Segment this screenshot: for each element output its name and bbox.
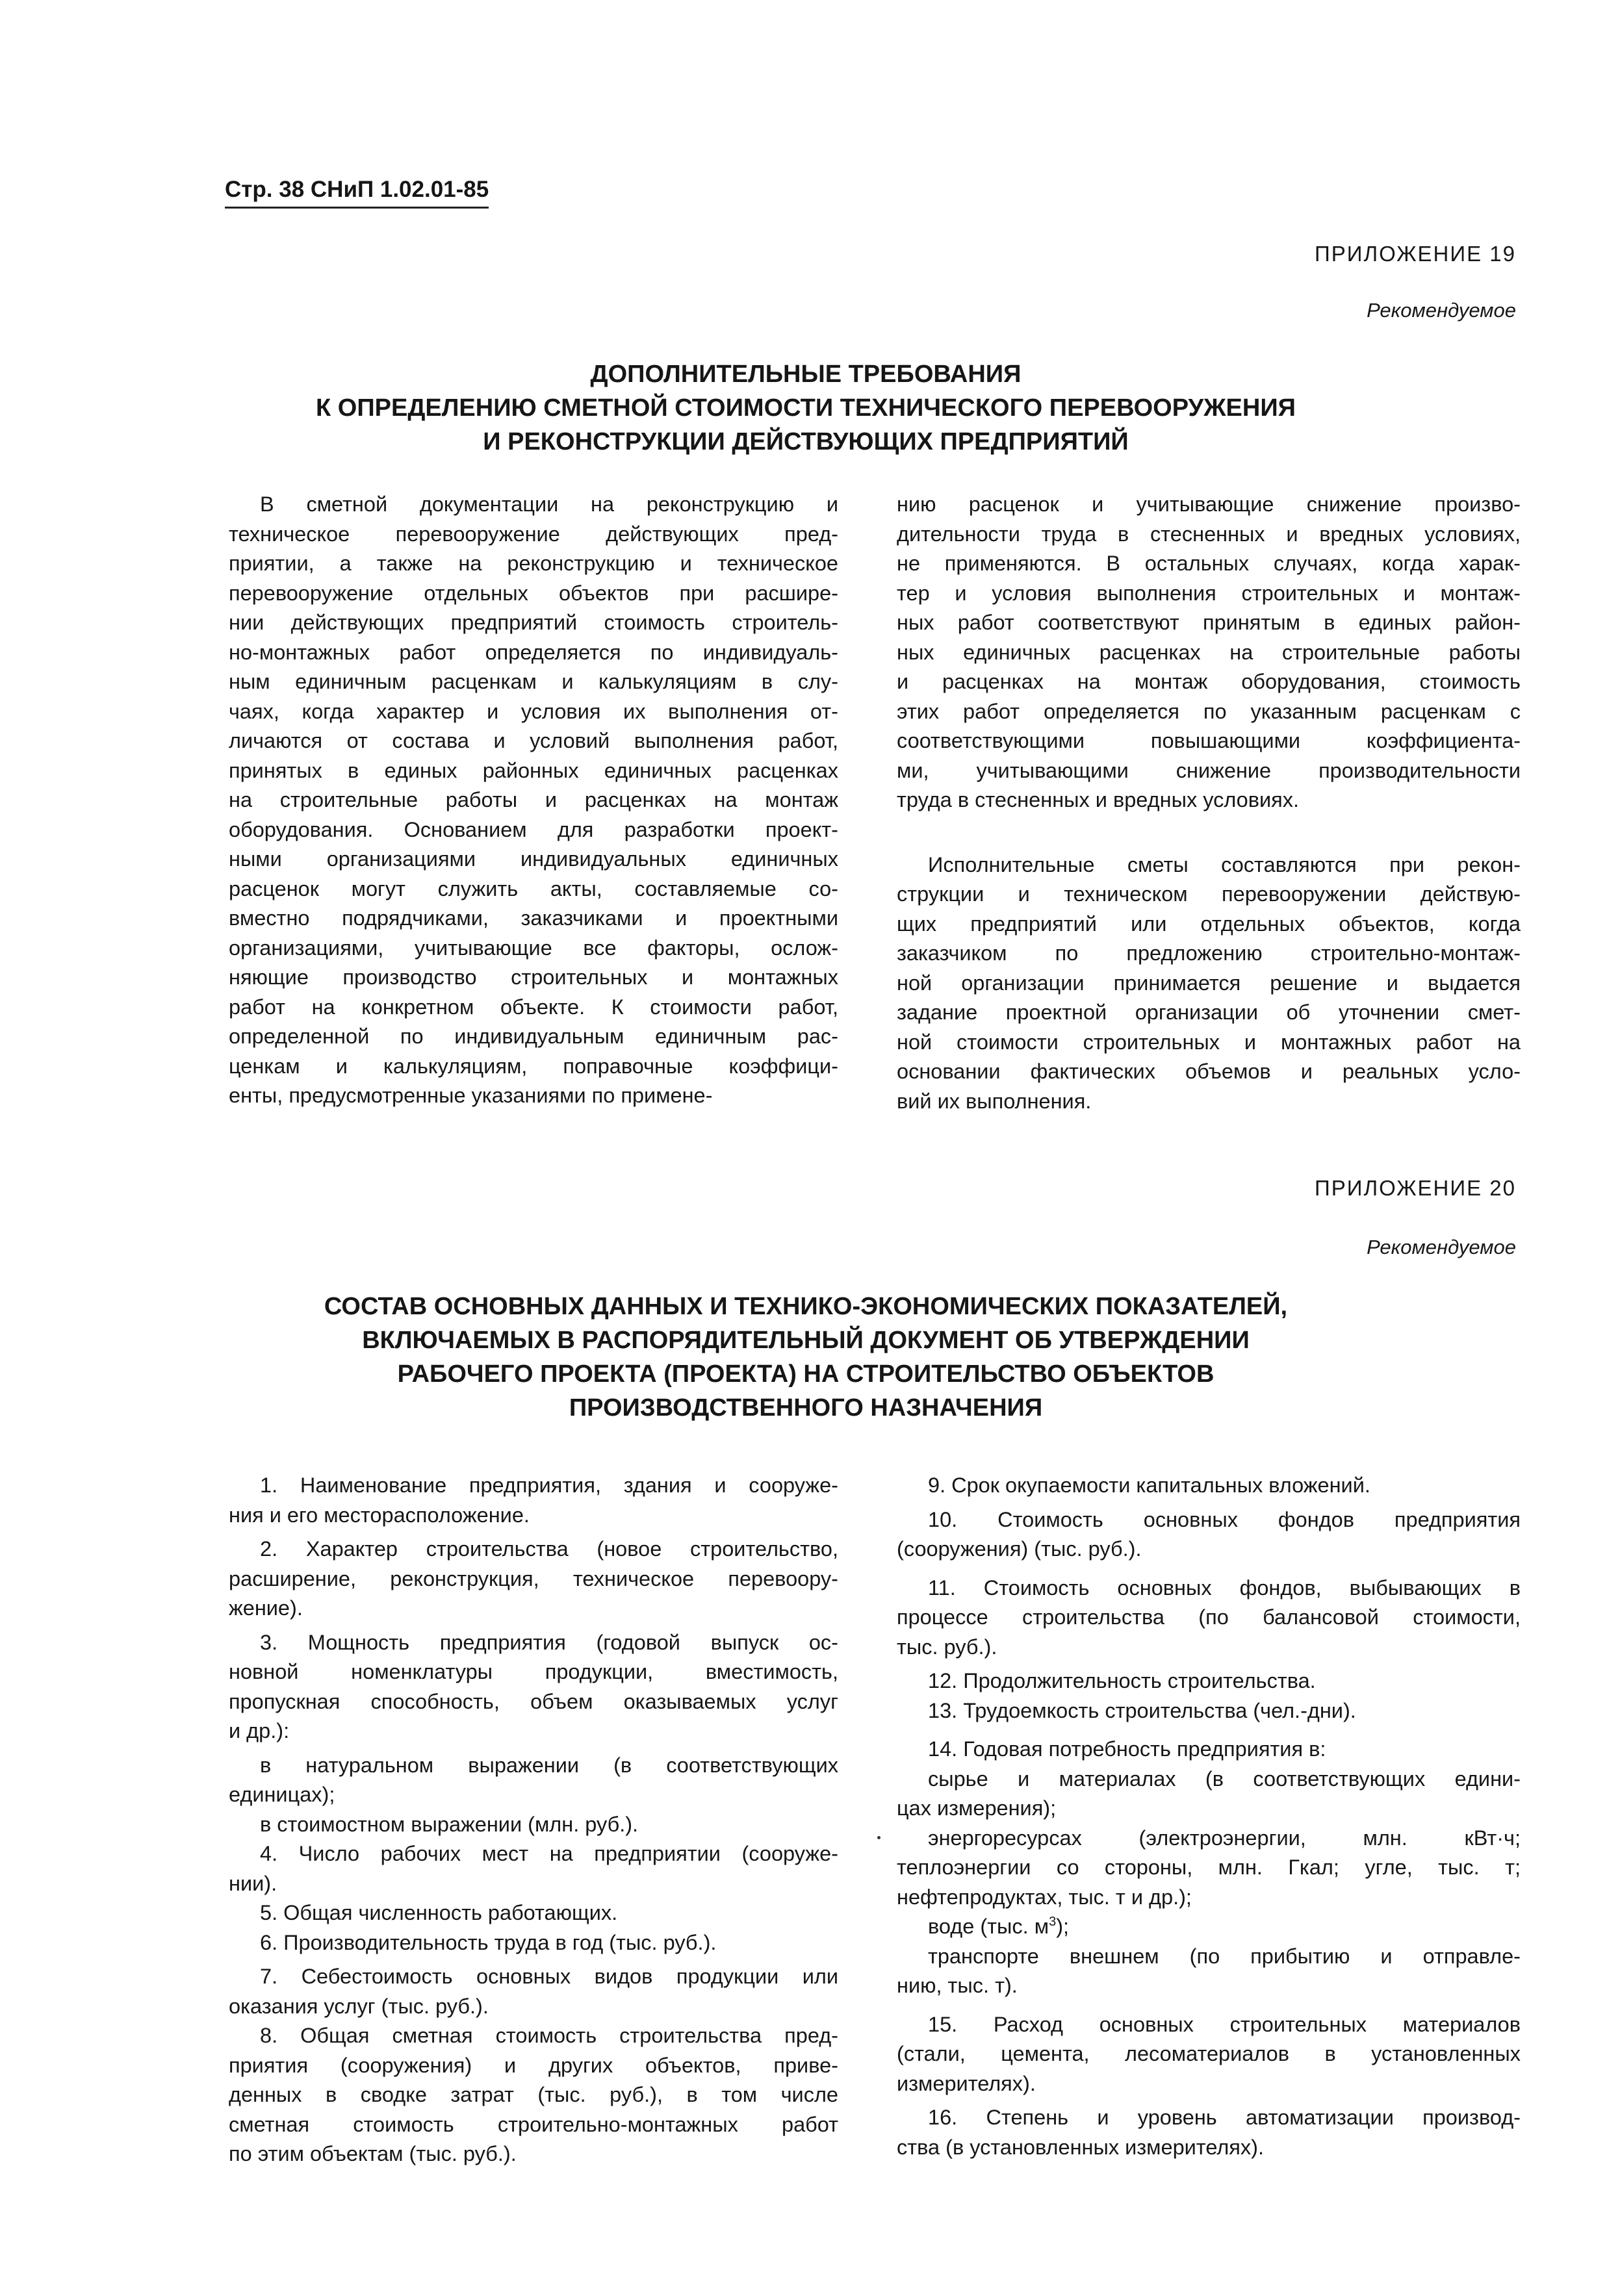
list-item [229,1898,838,1928]
text-line: по этим объектам (тыс. руб.). [229,2142,517,2165]
text-line: нии действующих предприятий стоимость строитель- [229,611,838,634]
text-line: 11. Стоимость основных фондов, выбывающих в [928,1575,1521,1600]
text-line: работ на конкретном объекте. К стоимости работ, [229,995,838,1019]
text-line: струкции и техническом перевооружении действую- [897,882,1521,906]
text-line: тер и условия выполнения строительных и монтаж- [897,581,1521,605]
text-line: 7. Себестоимость основных видов продукции или [260,1965,838,1988]
text-line: труда в стесненных и вредных условиях. [897,788,1300,811]
text-line: жение). [229,1596,303,1620]
text-line: основании фактических объемов и реальных усло- [897,1060,1521,1083]
title-line: СОСТАВ ОСНОВНЫХ ДАННЫХ И ТЕХНИКО-ЭКОНОМИЧЕСКИХ ПОКАЗАТЕЛЕЙ, [324,1293,1288,1320]
text-line: транспорте внешнем (по прибытию и отправле- [928,1944,1521,1968]
text-line: 9. Срок окупаемости капитальных вложений. [928,1473,1370,1497]
text-line: расценок могут служить акты, составляемые со- [229,876,838,900]
text-line: В сметной документации на реконструкцию и [260,492,838,516]
appendix-19-left-column [229,490,838,1111]
title-line: ПРОИЗВОДСТВЕННОГО НАЗНАЧЕНИЯ [569,1394,1043,1422]
text-line: 13. Трудоемкость строительства (чел.-дни). [928,1698,1356,1722]
text-line: энергоресурсах (электроэнергии, млн. кВт·ч; [928,1826,1521,1850]
text-line: перевооружение отдельных объектов при расшире- [229,581,838,605]
title-line: К ОПРЕДЕЛЕНИЮ СМЕТНОЙ СТОИМОСТИ ТЕХНИЧЕСКОГО ПЕРЕВООРУЖЕНИЯ [316,394,1296,422]
text-line: 16. Степень и уровень автоматизации производ- [928,2106,1521,2129]
text-line: 14. Годовая потребность предприятия в: [928,1737,1326,1761]
text-line: 12. Продолжительность строительства. [928,1669,1316,1692]
appendix-19-status: Рекомендуемое [1367,299,1516,322]
text-line: 2. Характер строительства (новое строительство, [260,1537,838,1561]
title-line: РАБОЧЕГО ПРОЕКТА (ПРОЕКТА) НА СТРОИТЕЛЬСТВО ОБЪЕКТОВ [397,1360,1215,1388]
text-line: нефтепродуктах, тыс. т и др.); [897,1885,1192,1909]
text-line: воде (тыс. $м^3$); [928,1915,1070,1938]
text-line: принятых в единых районных единичных расценках [229,758,838,782]
text-line: нии). [229,1871,277,1895]
text-line: определенной по индивидуальным единичным рас- [229,1025,838,1048]
text-line: денных в сводке затрат (тыс. руб.), в том числе [229,2083,838,2106]
title-line: ВКЛЮЧАЕМЫХ В РАСПОРЯДИТЕЛЬНЫЙ ДОКУМЕНТ ОБ УТВЕРЖДЕНИИ [362,1327,1250,1354]
text-line: не применяются. В остальных случаях, когда харак- [897,552,1521,575]
text-line: приятия (сооружения) и других объектов, приве- [229,2053,838,2077]
text-line: измерителях). [897,2071,1036,2095]
paragraph [897,850,1521,1117]
paragraph [897,490,1521,815]
text-line: ных работ соответствуют принятым в единых район- [897,611,1521,634]
text-line: 1. Наименование предприятия, здания и сооруже- [260,1473,838,1497]
text-line: ной стоимости строительных и монтажных работ на [897,1030,1521,1054]
text-line: организациями, учитывающие все факторы, ослож- [229,936,838,960]
appendix-19-right-column [897,490,1521,1116]
title-line: И РЕКОНСТРУКЦИИ ДЕЙСТВУЮЩИХ ПРЕДПРИЯТИЙ [483,428,1129,455]
text-line: нию расценок и учитывающие снижение произво- [897,492,1521,516]
text-line: единицах); [229,1783,335,1806]
appendix-20-left-column [229,1471,838,2169]
text-line: новной номенклатуры продукции, вместимость, [229,1660,838,1683]
list-item [897,2010,1521,2099]
text-line: вий их выполнения. [897,1089,1092,1113]
list-item [897,1505,1521,1564]
list-item [229,2021,838,2169]
text-line: 10. Стоимость основных фондов предприятия [928,1507,1521,1531]
list-item [897,1696,1521,1726]
appendix-20-status: Рекомендуемое [1367,1236,1516,1258]
list-item [897,1765,1521,1824]
text-line: 8. Общая сметная стоимость строительства пред- [260,2024,838,2047]
text-line: задание проектной организации об уточнении смет- [897,1001,1521,1024]
list-item [897,1574,1521,1663]
text-line: пропускная способность, объем оказываемых услуг [229,1689,838,1713]
text-line: в стоимостном выражении (млн. руб.). [260,1812,639,1836]
text-line: теплоэнергии со стороны, млн. Гкал; угле, тыс. т; [897,1856,1521,1879]
text-line: ценкам и калькуляциям, поправочные коэффици- [229,1054,838,1078]
text-line: (стали, цемента, лесоматериалов в установленных [897,2042,1521,2065]
text-line: чаях, когда характер и условия их выполнения от- [229,699,838,723]
text-line: в натуральном выражении (в соответствующих [260,1753,838,1777]
text-line: и др.): [229,1719,290,1742]
page-header: Стр. 38 СНиП 1.02.01-85 [225,177,489,209]
text-line: нию, тыс. т). [897,1974,1018,1997]
text-line: ным единичным расценкам и калькуляциям в слу- [229,670,838,693]
text-line: этих работ определяется по указанным расценкам с [897,699,1521,723]
list-item [229,1751,838,1810]
list-item [897,1942,1521,2001]
text-line: оборудования. Основанием для разработки проект- [229,817,838,841]
text-line: соответствующими повышающими коэффициента- [897,729,1521,752]
text-line: 3. Мощность предприятия (годовой выпуск ос- [260,1630,838,1654]
list-item [897,1824,1521,1913]
appendix-20-title [221,1290,1391,1425]
text-line: ных единичных расценках на строительные работы [897,640,1521,664]
text-line: цах измерения); [897,1796,1057,1820]
text-line: сырье и материалах (в соответствующих едини- [928,1767,1521,1791]
text-line: ми, учитывающими снижение производительности [897,758,1521,782]
text-line: техническое перевооружение действующих пред- [229,522,838,546]
appendix-19-title [221,357,1391,459]
text-line: приятии, а также на реконструкцию и техническое [229,552,838,575]
list-item [897,2103,1521,2162]
text-line: ства (в установленных измерителях). [897,2135,1264,2159]
text-line: ными организациями индивидуальных единичных [229,847,838,871]
text-line: (сооружения) (тыс. руб.). [897,1537,1142,1561]
text-line: ной организации принимается решение и выдается [897,971,1521,995]
text-line: енты, предусмотренные указаниями по примене- [229,1084,713,1107]
list-item [229,1810,838,1840]
list-item [229,1628,838,1746]
list-item [229,1471,838,1530]
text-fragment: ); [1056,1915,1070,1938]
text-line: на строительные работы и расценках на монтаж [229,788,838,811]
text-line: сметная стоимость строительно-монтажных работ [229,2112,838,2136]
text-line: дительности труда в стесненных и вредных условиях, [897,522,1521,546]
text-line: и расценках на монтаж оборудования, стоимость [897,670,1521,693]
superscript: 3 [1049,1915,1057,1930]
text-line: расширение, реконструкция, техническое перевоору- [229,1566,838,1590]
text-line: няющие производство строительных и монтажных [229,965,838,989]
text-line: оказания услуг (тыс. руб.). [229,1994,489,2018]
list-item [897,1666,1521,1696]
text-line: тыс. руб.). [897,1635,997,1659]
list-item [897,1912,1521,1942]
appendix-20-right-column [897,1471,1521,2162]
list-item [229,1535,838,1624]
paragraph [229,490,838,1111]
list-item [897,1471,1521,1501]
text-line: заказчиком по предложению строительно-монтаж- [897,941,1521,965]
text-line: щих предприятий или отдельных объектов, когда [897,912,1521,936]
list-item [229,1928,838,1958]
text-line: вместно подрядчиками, заказчиками и проектными [229,906,838,930]
text-line: 6. Производительность труда в год (тыс. руб.). [260,1930,717,1954]
speck [877,1836,881,1839]
text-line: 15. Расход основных строительных материалов [928,2012,1521,2036]
list-item [229,1962,838,2021]
title-line: ДОПОЛНИТЕЛЬНЫЕ ТРЕБОВАНИЯ [590,361,1022,388]
text-line: но-монтажных работ определяется по индивидуаль- [229,640,838,664]
list-item [897,1735,1521,1765]
text-line: процессе строительства (по балансовой стоимости, [897,1605,1521,1629]
text-line: личаются от состава и условий выполнения работ, [229,729,838,752]
appendix-20-label: ПРИЛОЖЕНИЕ 20 [1315,1176,1516,1200]
text-line: 5. Общая численность работающих. [260,1901,618,1924]
appendix-19-label: ПРИЛОЖЕНИЕ 19 [1315,242,1516,266]
text-line: 4. Число рабочих мест на предприятии (сооруже- [260,1842,838,1865]
text-line: Исполнительные сметы составляются при рекон- [928,852,1521,876]
list-item [229,1839,838,1898]
text-line: ния и его месторасположение. [229,1503,530,1527]
